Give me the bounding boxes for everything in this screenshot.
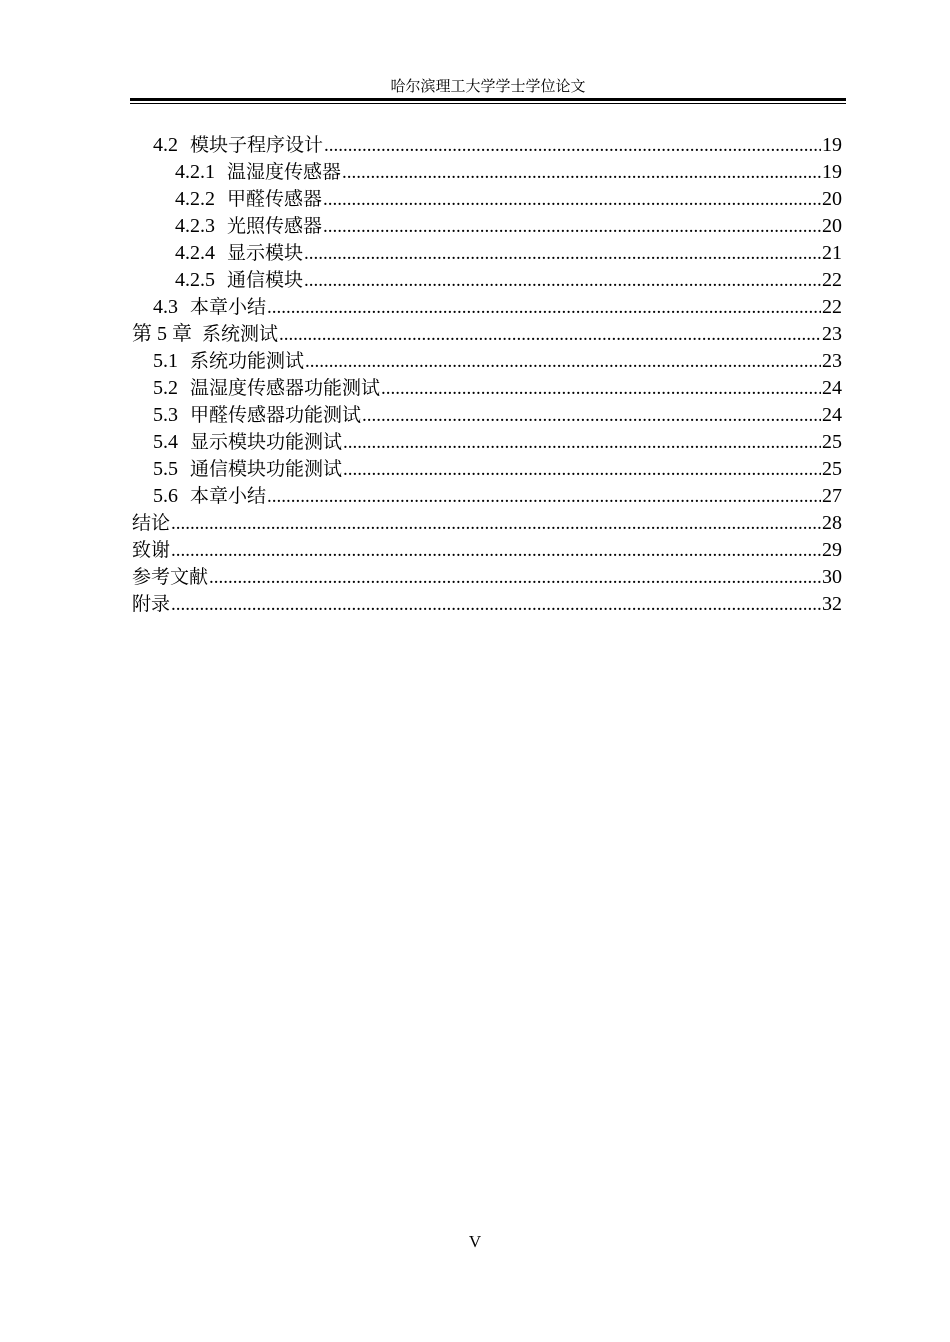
toc-entry-page: 19 [822, 161, 842, 183]
toc-entry-page: 20 [822, 215, 842, 237]
toc-entry-page: 30 [822, 566, 842, 588]
toc-entry[interactable] [132, 159, 842, 186]
toc-dot-leader [324, 132, 821, 159]
toc-entry-title: 温湿度传感器 [227, 161, 342, 183]
toc-entry-number: 4.2 [153, 134, 178, 156]
toc-entry[interactable] [132, 240, 842, 267]
toc-entry-page: 23 [822, 323, 842, 345]
toc-dot-leader [171, 510, 821, 537]
toc-entry-page: 22 [822, 296, 842, 318]
toc-dot-leader [305, 348, 821, 375]
toc-dot-leader [171, 537, 821, 564]
toc-entry-title: 显示模块功能测试 [190, 431, 343, 453]
toc-dot-leader [279, 321, 821, 348]
toc-entry-title: 显示模块 [227, 242, 304, 264]
toc-dot-leader [343, 456, 821, 483]
toc-entry[interactable] [132, 132, 842, 159]
toc-entry-number: 5.2 [153, 377, 178, 399]
toc-entry-title: 甲醛传感器 [227, 188, 323, 210]
toc-entry-page: 24 [822, 377, 842, 399]
toc-entry[interactable] [132, 510, 842, 537]
toc-dot-leader [267, 294, 821, 321]
toc-entry-number: 5.5 [153, 458, 178, 480]
toc-entry[interactable] [132, 429, 842, 456]
toc-entry[interactable] [132, 375, 842, 402]
toc-entry-title: 结论 [132, 512, 171, 534]
toc-dot-leader [267, 483, 821, 510]
toc-entry-title: 附录 [132, 593, 171, 615]
toc-entry-page: 20 [822, 188, 842, 210]
toc-entry-number: 4.2.2 [175, 188, 215, 210]
toc-entry-page: 28 [822, 512, 842, 534]
toc-entry-title: 甲醛传感器功能测试 [190, 404, 362, 426]
toc-entry-number: 4.2.4 [175, 242, 215, 264]
toc-entry-page: 29 [822, 539, 842, 561]
toc-entry-title: 本章小结 [190, 296, 267, 318]
toc-dot-leader [209, 564, 821, 591]
toc-entry-number: 5.1 [153, 350, 178, 372]
toc-dot-leader [381, 375, 821, 402]
toc-dot-leader [323, 186, 821, 213]
toc-entry-title: 温湿度传感器功能测试 [190, 377, 381, 399]
toc-dot-leader [323, 213, 821, 240]
toc-dot-leader [343, 429, 821, 456]
toc-entry-title: 本章小结 [190, 485, 267, 507]
toc-entry[interactable] [132, 483, 842, 510]
toc-entry[interactable] [132, 348, 842, 375]
toc-entry-page: 19 [822, 134, 842, 156]
toc-entry[interactable] [132, 267, 842, 294]
page-number: V [468, 1232, 482, 1251]
toc-entry[interactable] [132, 564, 842, 591]
toc-entry-title: 致谢 [132, 539, 171, 561]
toc-entry-page: 22 [822, 269, 842, 291]
toc-entry-number: 4.2.1 [175, 161, 215, 183]
header-rule-thick [130, 98, 846, 101]
toc-entry-number: 4.3 [153, 296, 178, 318]
toc-entry-title: 系统测试 [202, 323, 279, 345]
toc-entry[interactable] [132, 402, 842, 429]
toc-entry[interactable] [132, 537, 842, 564]
toc-entry-number: 4.2.3 [175, 215, 215, 237]
toc-entry-number: 5.4 [153, 431, 178, 453]
toc-entry[interactable] [132, 213, 842, 240]
toc-entry-page: 25 [822, 458, 842, 480]
toc-entry-title: 模块子程序设计 [190, 134, 324, 156]
toc-entry-page: 23 [822, 350, 842, 372]
toc-entry-number: 4.2.5 [175, 269, 215, 291]
toc-entry-page: 32 [822, 593, 842, 615]
toc-entry-title: 系统功能测试 [190, 350, 305, 372]
page-header-title: 哈尔滨理工大学学士学位论文 [390, 77, 586, 95]
header-rule-thin [130, 103, 846, 104]
toc-entry-title: 通信模块 [227, 269, 304, 291]
toc-dot-leader [171, 591, 821, 618]
toc-entry-title: 参考文献 [132, 566, 209, 588]
table-of-contents [132, 132, 842, 618]
toc-entry[interactable] [132, 456, 842, 483]
toc-dot-leader [304, 240, 821, 267]
toc-entry-title: 光照传感器 [227, 215, 323, 237]
toc-entry-page: 25 [822, 431, 842, 453]
toc-entry-page: 27 [822, 485, 842, 507]
toc-entry[interactable] [132, 321, 842, 348]
toc-entry[interactable] [132, 186, 842, 213]
toc-entry[interactable] [132, 294, 842, 321]
toc-dot-leader [362, 402, 821, 429]
toc-entry-page: 24 [822, 404, 842, 426]
toc-entry-number: 第 5 章 [132, 323, 192, 345]
toc-dot-leader [304, 267, 821, 294]
toc-entry-number: 5.3 [153, 404, 178, 426]
toc-entry-title: 通信模块功能测试 [190, 458, 343, 480]
toc-entry[interactable] [132, 591, 842, 618]
toc-dot-leader [342, 159, 821, 186]
toc-entry-number: 5.6 [153, 485, 178, 507]
toc-entry-page: 21 [822, 242, 842, 264]
